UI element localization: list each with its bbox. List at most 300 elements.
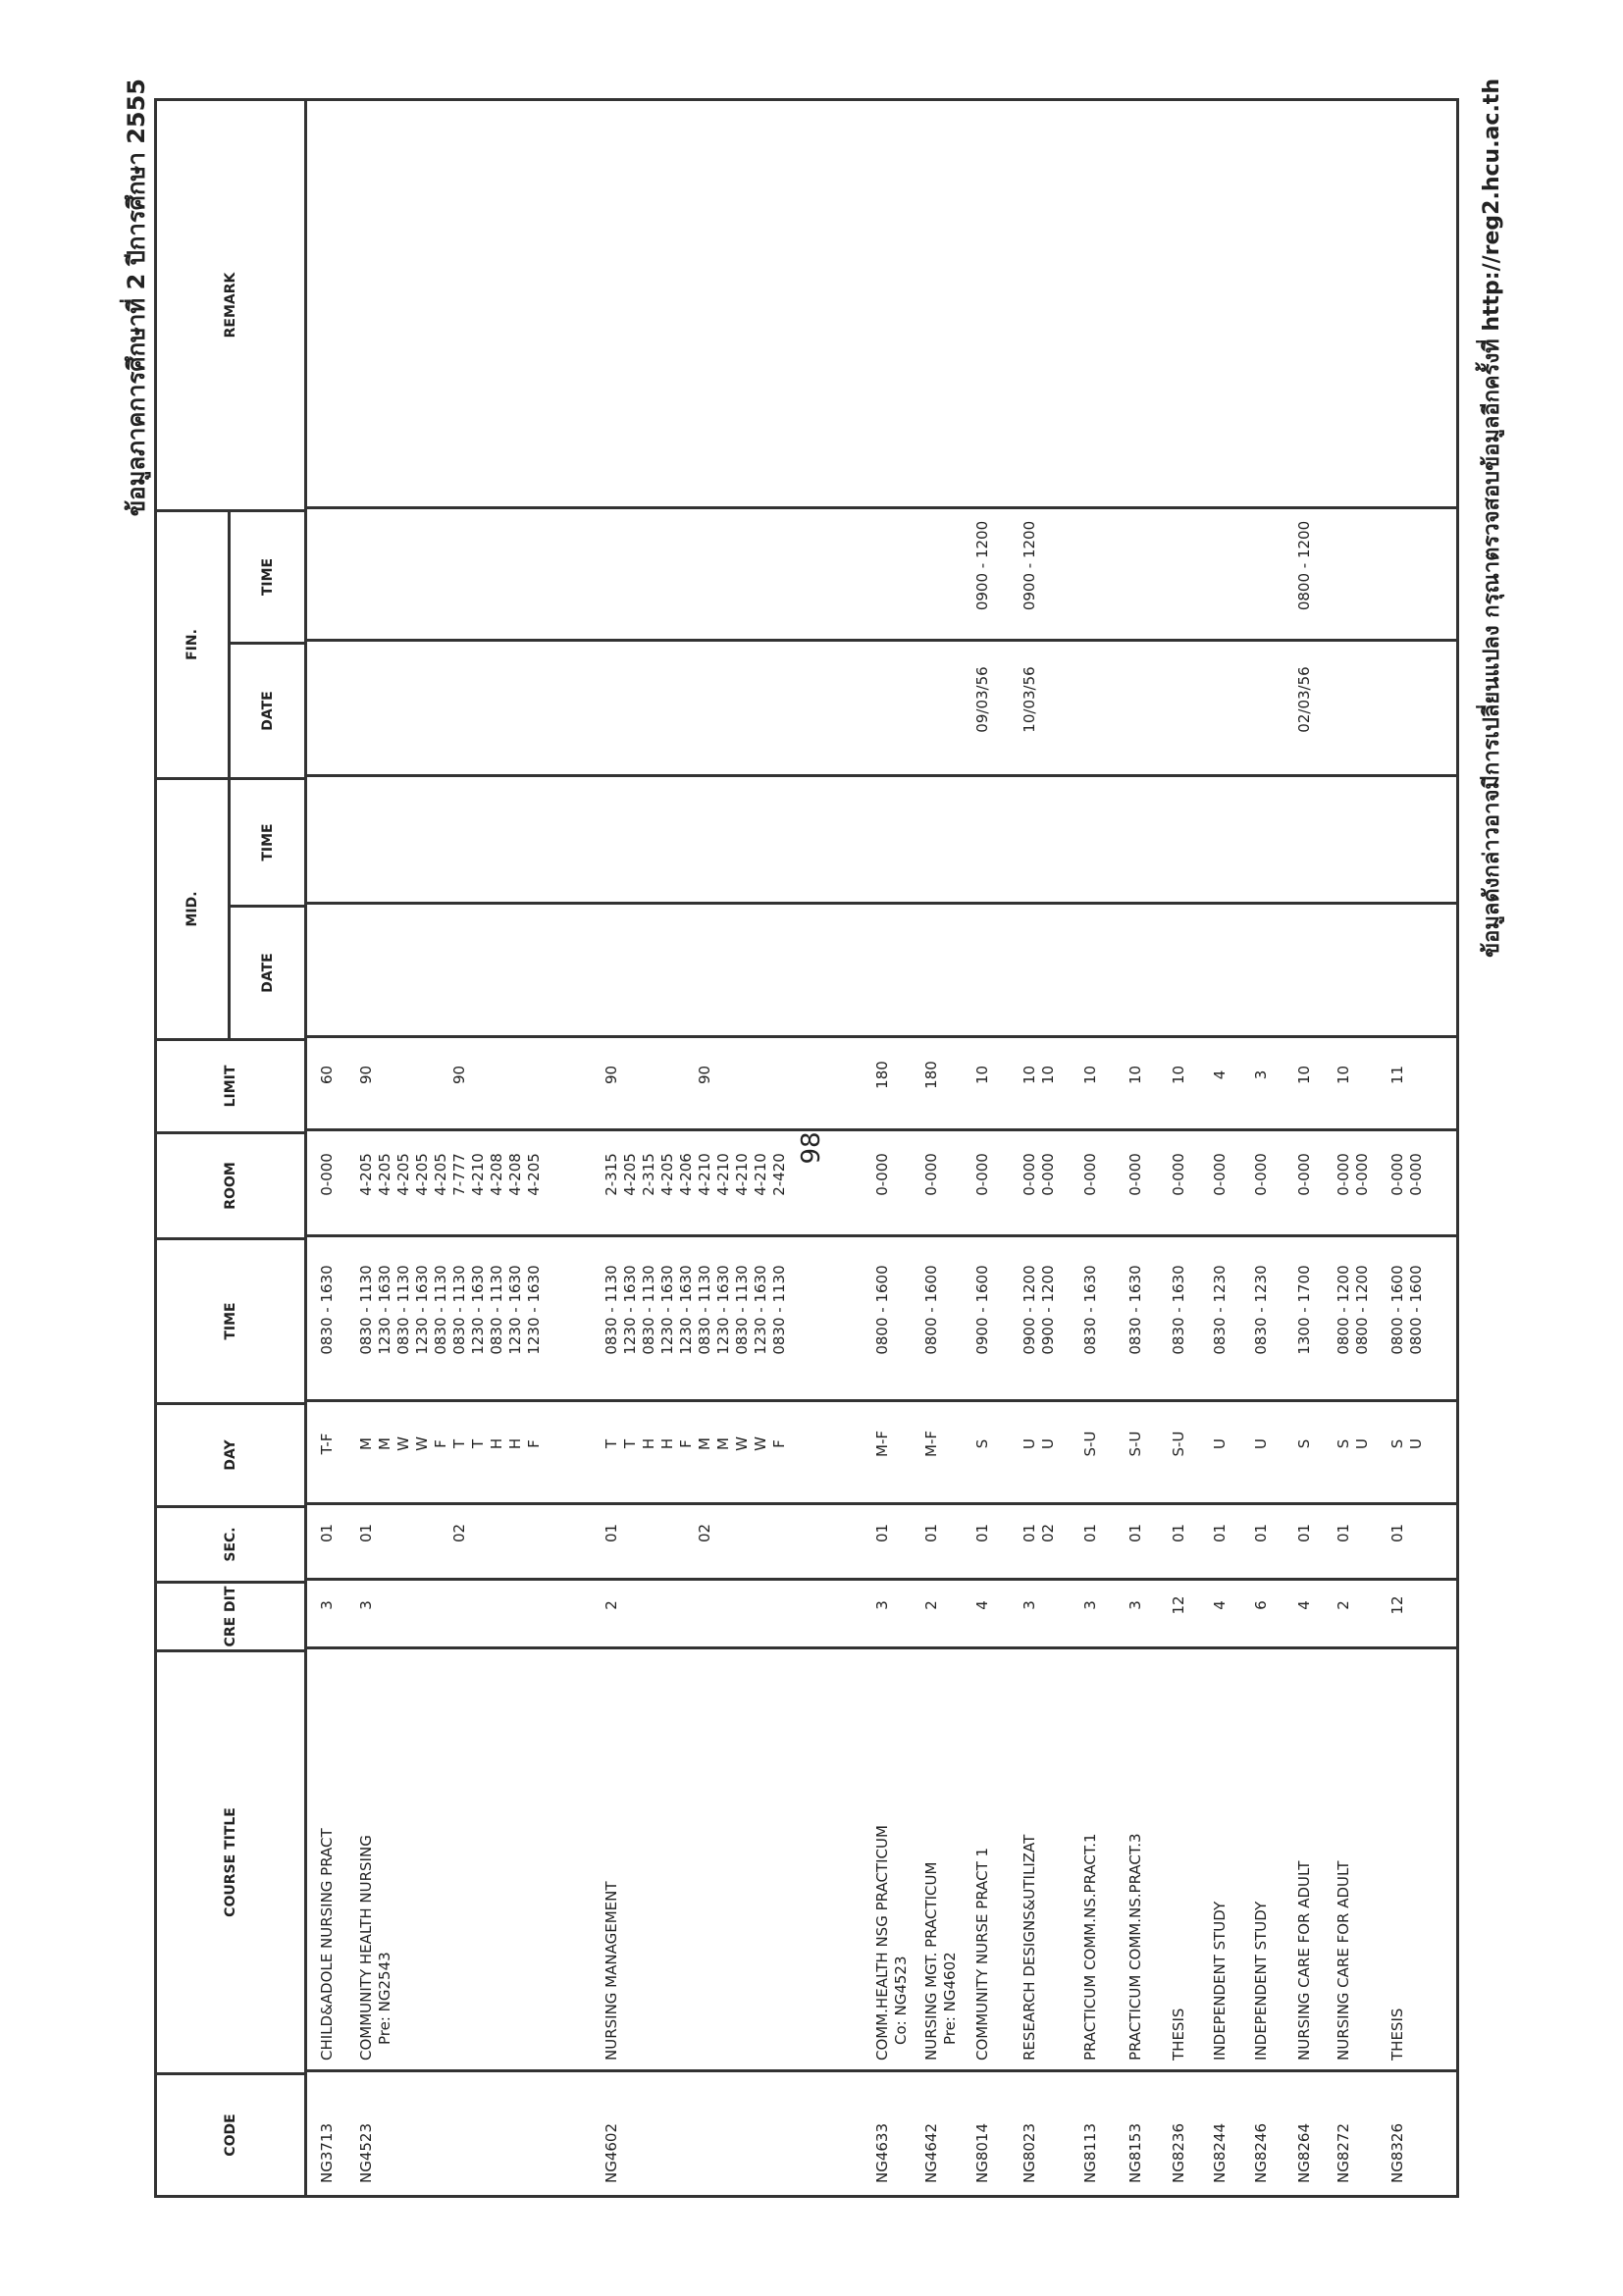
course-section [469, 1495, 488, 1571]
course-title [1388, 2009, 1407, 2061]
course-room: 0-000 [1252, 1153, 1270, 1196]
course-room-column [602, 1122, 808, 1227]
course-code: NG8113 [1081, 2122, 1099, 2183]
course-room: 4-205 [413, 1153, 431, 1196]
course-limit-column [1252, 1028, 1271, 1122]
course-day-column [1335, 1392, 1372, 1495]
course-section: 02 [696, 1523, 713, 1543]
course-room: 4-205 [525, 1153, 543, 1196]
col-mid: MID. [157, 780, 231, 1038]
course-room-column [1252, 1122, 1271, 1227]
course-code: NG4523 [357, 2122, 375, 2183]
course-limit [432, 1028, 450, 1122]
course-room: 2-420 [770, 1153, 788, 1196]
course-room: 0-000 [318, 1153, 336, 1196]
col-fin: FIN. [157, 512, 231, 777]
course-limit [413, 1028, 432, 1122]
course-room [789, 1122, 808, 1227]
course-time-column [357, 1227, 544, 1392]
course-day-column [1081, 1392, 1100, 1495]
course-limit [770, 1028, 789, 1122]
course-limit-column [1388, 1028, 1426, 1122]
course-time: 0830 - 1130 [488, 1265, 505, 1355]
course-title-text: NURSING CARE FOR ADULT [1295, 1860, 1313, 2061]
course-day-column [922, 1392, 941, 1495]
course-day: S-U [1170, 1431, 1187, 1457]
course-room: 0-000 [1211, 1153, 1229, 1196]
course-time: 0830 - 1130 [450, 1265, 468, 1355]
course-room: 4-206 [677, 1153, 695, 1196]
course-section-column [1388, 1495, 1407, 1571]
course-limit-column [1170, 1028, 1188, 1122]
course-limit [469, 1028, 488, 1122]
course-section: 01 [1388, 1523, 1406, 1543]
course-code: NG4602 [602, 2122, 620, 2183]
course-time: 0830 - 1130 [394, 1265, 412, 1355]
course-room: 4-210 [696, 1153, 713, 1196]
course-code: NG8014 [973, 2122, 991, 2183]
course-day-column [318, 1392, 337, 1495]
course-credit: 2 [1335, 1600, 1352, 1610]
table-header [157, 101, 307, 2195]
course-room: 0-000 [1021, 1153, 1038, 1196]
course-room: 4-210 [714, 1153, 732, 1196]
course-limit: 10 [1126, 1065, 1144, 1085]
course-limit [1407, 1028, 1426, 1122]
course-time [789, 1227, 808, 1392]
col-fin-group [157, 509, 304, 777]
course-day: U [1211, 1438, 1229, 1449]
final-exam-time: 0900 - 1200 [973, 520, 991, 611]
course-credit: 12 [1388, 1595, 1406, 1615]
course-room: 0-000 [1295, 1153, 1313, 1196]
course-section-column [1170, 1495, 1188, 1571]
course-day-column [602, 1392, 808, 1495]
course-title-text: THESIS [1170, 2008, 1187, 2061]
course-section: 01 [1335, 1523, 1352, 1543]
course-room: 4-210 [733, 1153, 751, 1196]
course-time: 0830 - 1130 [733, 1265, 751, 1355]
course-day: S [1295, 1438, 1313, 1449]
course-time: 0800 - 1200 [1353, 1265, 1371, 1355]
course-limit: 90 [602, 1065, 620, 1085]
course-time: 0830 - 1130 [357, 1265, 375, 1355]
course-day-column [1021, 1392, 1058, 1495]
course-time-column [1170, 1227, 1188, 1392]
course-section: 01 [973, 1523, 991, 1543]
page-number: 98 [797, 1131, 826, 1165]
course-room-column [1335, 1122, 1372, 1227]
course-section-column [318, 1495, 337, 1571]
course-prereq: Co: NG4523 [892, 1956, 910, 2045]
course-time: 0900 - 1600 [973, 1265, 991, 1355]
course-room-column [1081, 1122, 1100, 1227]
course-day: M [357, 1437, 375, 1450]
course-limit: 10 [1039, 1065, 1057, 1085]
course-limit: 10 [1335, 1065, 1352, 1085]
course-time: 1230 - 1630 [621, 1265, 639, 1355]
course-credit: 3 [1081, 1600, 1099, 1610]
course-section [733, 1495, 752, 1571]
course-day: F [770, 1439, 788, 1448]
course-limit [621, 1028, 640, 1122]
course-credit: 3 [357, 1600, 375, 1610]
course-day-column [1388, 1392, 1426, 1495]
course-code: NG8272 [1335, 2122, 1352, 2183]
course-credit: 4 [973, 1600, 991, 1610]
course-limit [677, 1028, 696, 1122]
course-title [318, 1828, 337, 2061]
course-section [640, 1495, 658, 1571]
course-time: 0830 - 1630 [1126, 1265, 1144, 1355]
course-day: U [1021, 1438, 1038, 1449]
course-time-column [1295, 1227, 1314, 1392]
course-limit [394, 1028, 413, 1122]
course-code: NG8246 [1252, 2122, 1270, 2183]
course-title-text: NURSING MGT. PRACTICUM [922, 1861, 940, 2061]
course-code: NG8244 [1211, 2122, 1229, 2183]
final-exam-time: 0800 - 1200 [1295, 520, 1313, 611]
course-time: 0830 - 1230 [1211, 1265, 1229, 1355]
course-limit: 3 [1252, 1070, 1270, 1080]
course-room: 4-205 [658, 1153, 676, 1196]
course-section-column [602, 1495, 808, 1571]
course-room: 4-205 [394, 1153, 412, 1196]
rotated-schedule-page [85, 59, 1538, 2237]
course-limit [525, 1028, 544, 1122]
course-section-column [1081, 1495, 1100, 1571]
course-day-column [1295, 1392, 1314, 1495]
course-credit: 4 [1295, 1600, 1313, 1610]
course-section: 01 [357, 1523, 375, 1543]
course-prereq: Pre: NG4602 [941, 1952, 959, 2045]
course-day: S [1335, 1438, 1352, 1449]
course-section-column [1252, 1495, 1271, 1571]
col-remark: REMARK [223, 272, 238, 339]
course-limit-column [1295, 1028, 1314, 1122]
course-day: T [602, 1438, 620, 1449]
course-section-column [1211, 1495, 1230, 1571]
course-title-text: COMMUNITY HEALTH NURSING [357, 1835, 375, 2061]
course-limit: 60 [318, 1065, 336, 1085]
course-room: 0-000 [873, 1153, 891, 1196]
course-section: 01 [1295, 1523, 1313, 1543]
course-day: H [640, 1437, 657, 1450]
course-day: M [376, 1437, 393, 1450]
course-day: W [752, 1436, 769, 1451]
course-room: 2-315 [640, 1153, 657, 1196]
course-day: W [394, 1436, 412, 1451]
course-section-column [1295, 1495, 1314, 1571]
course-room: 4-210 [469, 1153, 487, 1196]
course-time: 1300 - 1700 [1295, 1265, 1313, 1355]
course-room-column [1170, 1122, 1188, 1227]
course-section-column [873, 1495, 892, 1571]
course-day: M [696, 1437, 713, 1450]
col-title: COURSE TITLE [157, 1649, 304, 2072]
course-day: T [621, 1438, 639, 1449]
course-section-column [357, 1495, 544, 1571]
footer-note: ข้อมูลดังกล่าวอาจมีการเปลี่ยนแปลง กรุณาตรวจสอบข้อมูลอีกครั้งที่ http://reg2.hcu.ac.th [1480, 78, 1504, 958]
course-time-column [1081, 1227, 1100, 1392]
course-time: 1230 - 1630 [677, 1265, 695, 1355]
course-limit: 10 [973, 1065, 991, 1085]
course-section [413, 1495, 432, 1571]
course-limit [376, 1028, 394, 1122]
course-time-column [922, 1227, 941, 1392]
course-day: S-U [1081, 1431, 1099, 1457]
course-room: 0-000 [973, 1153, 991, 1196]
course-day: H [488, 1437, 505, 1450]
table-body [304, 101, 1456, 2195]
course-room: 0-000 [1170, 1153, 1187, 1196]
course-code: NG4633 [873, 2122, 891, 2183]
course-limit: 4 [1211, 1070, 1229, 1080]
course-limit [640, 1028, 658, 1122]
final-exam-date: 09/03/56 [973, 666, 991, 733]
course-limit [752, 1028, 770, 1122]
final-exam-time: 0900 - 1200 [1021, 520, 1038, 611]
course-time: 0830 - 1130 [602, 1265, 620, 1355]
course-time: 0800 - 1600 [1407, 1265, 1425, 1355]
course-time: 0800 - 1600 [1388, 1265, 1406, 1355]
course-day: U [1407, 1438, 1425, 1449]
course-time: 1230 - 1630 [376, 1265, 393, 1355]
course-time-column [1021, 1227, 1058, 1392]
course-time-column [602, 1227, 808, 1392]
course-time: 0900 - 1200 [1021, 1265, 1038, 1355]
course-day: M-F [873, 1431, 891, 1457]
course-section: 01 [1170, 1523, 1187, 1543]
course-table [154, 98, 1459, 2198]
course-room-column [1388, 1122, 1426, 1227]
course-time: 1230 - 1630 [469, 1265, 487, 1355]
col-day: DAY [157, 1402, 304, 1505]
course-title-text: INDEPENDENT STUDY [1211, 1901, 1229, 2061]
course-limit: 180 [873, 1061, 891, 1089]
course-day-column [973, 1392, 992, 1495]
course-title-text: NURSING CARE FOR ADULT [1335, 1860, 1352, 2061]
course-day-column [873, 1392, 892, 1495]
course-time-column [1126, 1227, 1145, 1392]
course-limit-column [922, 1028, 941, 1122]
course-limit [506, 1028, 525, 1122]
course-title [1335, 1861, 1353, 2061]
course-title [1021, 1835, 1039, 2061]
course-day: W [733, 1436, 751, 1451]
course-day: H [658, 1437, 676, 1450]
semester-header: ข้อมูลภาคการศึกษาที่ 2 ปีการศึกษา 2555 [123, 78, 150, 517]
course-title-text: COMM.HEALTH NSG PRACTICUM [873, 1825, 891, 2061]
course-day-column [1252, 1392, 1271, 1495]
course-section: 01 [1081, 1523, 1099, 1543]
course-room: 0-000 [1081, 1153, 1099, 1196]
col-limit: LIMIT [157, 1038, 304, 1131]
course-title-text: COMMUNITY NURSE PRACT 1 [973, 1847, 991, 2061]
col-fin-date: DATE [231, 642, 304, 777]
course-limit [658, 1028, 677, 1122]
course-limit [789, 1028, 808, 1122]
course-credit: 3 [318, 1600, 336, 1610]
course-section [714, 1495, 733, 1571]
course-code: NG8023 [1021, 2122, 1038, 2183]
course-room-column [1295, 1122, 1314, 1227]
course-title [1211, 1902, 1230, 2061]
course-time: 1230 - 1630 [714, 1265, 732, 1355]
course-day: S-U [1126, 1431, 1144, 1457]
course-day-column [1170, 1392, 1188, 1495]
course-day: F [432, 1439, 449, 1448]
course-section: 01 [873, 1523, 891, 1543]
course-room: 4-205 [376, 1153, 393, 1196]
course-room: 0-000 [1353, 1153, 1371, 1196]
course-limit: 10 [1021, 1065, 1038, 1085]
course-title [922, 1862, 960, 2061]
course-section [376, 1495, 394, 1571]
course-room-column [922, 1122, 941, 1227]
col-fin-time: TIME [259, 557, 276, 597]
course-limit: 11 [1388, 1065, 1406, 1085]
course-time: 0830 - 1130 [696, 1265, 713, 1355]
col-sec: SEC. [157, 1505, 304, 1581]
course-title-text: NURSING MANAGEMENT [602, 1881, 620, 2061]
course-title-text: PRACTICUM COMM.NS.PRACT.1 [1081, 1833, 1099, 2061]
course-limit: 90 [357, 1065, 375, 1085]
course-day: T [450, 1438, 468, 1449]
course-day: U [1252, 1438, 1270, 1449]
course-room: 0-000 [1039, 1153, 1057, 1196]
course-limit [1353, 1028, 1372, 1122]
course-time: 1230 - 1630 [413, 1265, 431, 1355]
course-section [621, 1495, 640, 1571]
course-limit-column [1081, 1028, 1100, 1122]
course-section [394, 1495, 413, 1571]
course-section: 01 [922, 1523, 940, 1543]
course-room: 0-000 [1388, 1153, 1406, 1196]
course-credit: 3 [873, 1600, 891, 1610]
course-day: M [714, 1437, 732, 1450]
course-time-column [318, 1227, 337, 1392]
course-title [1295, 1861, 1314, 2061]
course-section-column [1021, 1495, 1058, 1571]
course-section [525, 1495, 544, 1571]
course-limit-column [1021, 1028, 1058, 1122]
course-room: 4-210 [752, 1153, 769, 1196]
course-room: 2-315 [602, 1153, 620, 1196]
course-title-text: INDEPENDENT STUDY [1252, 1901, 1270, 2061]
course-time: 0830 - 1130 [640, 1265, 657, 1355]
course-credit: 12 [1170, 1595, 1187, 1615]
course-credit: 2 [922, 1600, 940, 1610]
course-room: 0-000 [1335, 1153, 1352, 1196]
course-time: 0830 - 1630 [1081, 1265, 1099, 1355]
course-title-text: PRACTICUM COMM.NS.PRACT.3 [1126, 1833, 1144, 2061]
course-section-column [1126, 1495, 1145, 1571]
course-room: 0-000 [922, 1153, 940, 1196]
course-limit-column [1335, 1028, 1372, 1122]
course-time: 0800 - 1600 [873, 1265, 891, 1355]
course-day: F [677, 1439, 695, 1448]
course-limit [488, 1028, 506, 1122]
course-time: 1230 - 1630 [525, 1265, 543, 1355]
course-section-column [922, 1495, 941, 1571]
course-title [1081, 1833, 1100, 2061]
course-section: 01 [318, 1523, 336, 1543]
course-room: 4-208 [506, 1153, 524, 1196]
course-prereq: Pre: NG2543 [376, 1952, 393, 2045]
course-code: NG4642 [922, 2122, 940, 2183]
course-time: 1230 - 1630 [506, 1265, 524, 1355]
course-time: 0900 - 1200 [1039, 1265, 1057, 1355]
course-room: 4-205 [432, 1153, 449, 1196]
course-time: 0800 - 1200 [1335, 1265, 1352, 1355]
course-section [658, 1495, 677, 1571]
course-section-column [1335, 1495, 1353, 1571]
course-title-text: RESEARCH DESIGNS&UTILIZAT [1021, 1834, 1038, 2061]
course-time-column [1388, 1227, 1426, 1392]
course-section [506, 1495, 525, 1571]
course-limit-column [873, 1028, 892, 1122]
course-limit: 90 [450, 1065, 468, 1085]
course-section: 02 [1039, 1523, 1057, 1543]
course-day: U [1039, 1438, 1057, 1449]
course-credit: 4 [1211, 1600, 1229, 1610]
course-credit: 3 [1021, 1600, 1038, 1610]
col-room: ROOM [157, 1131, 304, 1237]
course-title-text: THESIS [1388, 2008, 1406, 2061]
course-limit-column [602, 1028, 808, 1122]
course-time: 0830 - 1130 [432, 1265, 449, 1355]
course-room-column [973, 1122, 992, 1227]
course-section [677, 1495, 696, 1571]
course-day: S [973, 1438, 991, 1449]
course-section [789, 1495, 808, 1571]
course-section: 01 [1021, 1523, 1038, 1543]
course-room-column [318, 1122, 337, 1227]
course-day: F [525, 1439, 543, 1448]
course-time: 0830 - 1630 [318, 1265, 336, 1355]
course-section: 01 [1211, 1523, 1229, 1543]
course-room: 4-205 [357, 1153, 375, 1196]
course-section: 01 [1126, 1523, 1144, 1543]
course-day-column [1211, 1392, 1230, 1495]
course-day-column [1126, 1392, 1145, 1495]
course-code: NG8326 [1388, 2122, 1406, 2183]
course-time-column [1211, 1227, 1230, 1392]
course-section: 02 [450, 1523, 468, 1543]
course-limit-column [1211, 1028, 1230, 1122]
course-limit: 10 [1170, 1065, 1187, 1085]
course-time-column [973, 1227, 992, 1392]
course-title [1170, 2009, 1188, 2061]
course-time: 0830 - 1230 [1252, 1265, 1270, 1355]
course-time-column [873, 1227, 892, 1392]
course-day: W [413, 1436, 431, 1451]
course-time: 1230 - 1630 [658, 1265, 676, 1355]
course-time: 1230 - 1630 [752, 1265, 769, 1355]
course-code: NG8264 [1295, 2122, 1313, 2183]
course-day: M-F [922, 1431, 940, 1457]
course-section [752, 1495, 770, 1571]
course-code: NG8236 [1170, 2122, 1187, 2183]
course-title [973, 1848, 992, 2061]
course-day: S [1388, 1438, 1406, 1449]
course-section-column [973, 1495, 992, 1571]
course-section: 01 [602, 1523, 620, 1543]
course-title [357, 1835, 394, 2061]
course-credit: 3 [1126, 1600, 1144, 1610]
course-code: NG3713 [318, 2122, 336, 2183]
